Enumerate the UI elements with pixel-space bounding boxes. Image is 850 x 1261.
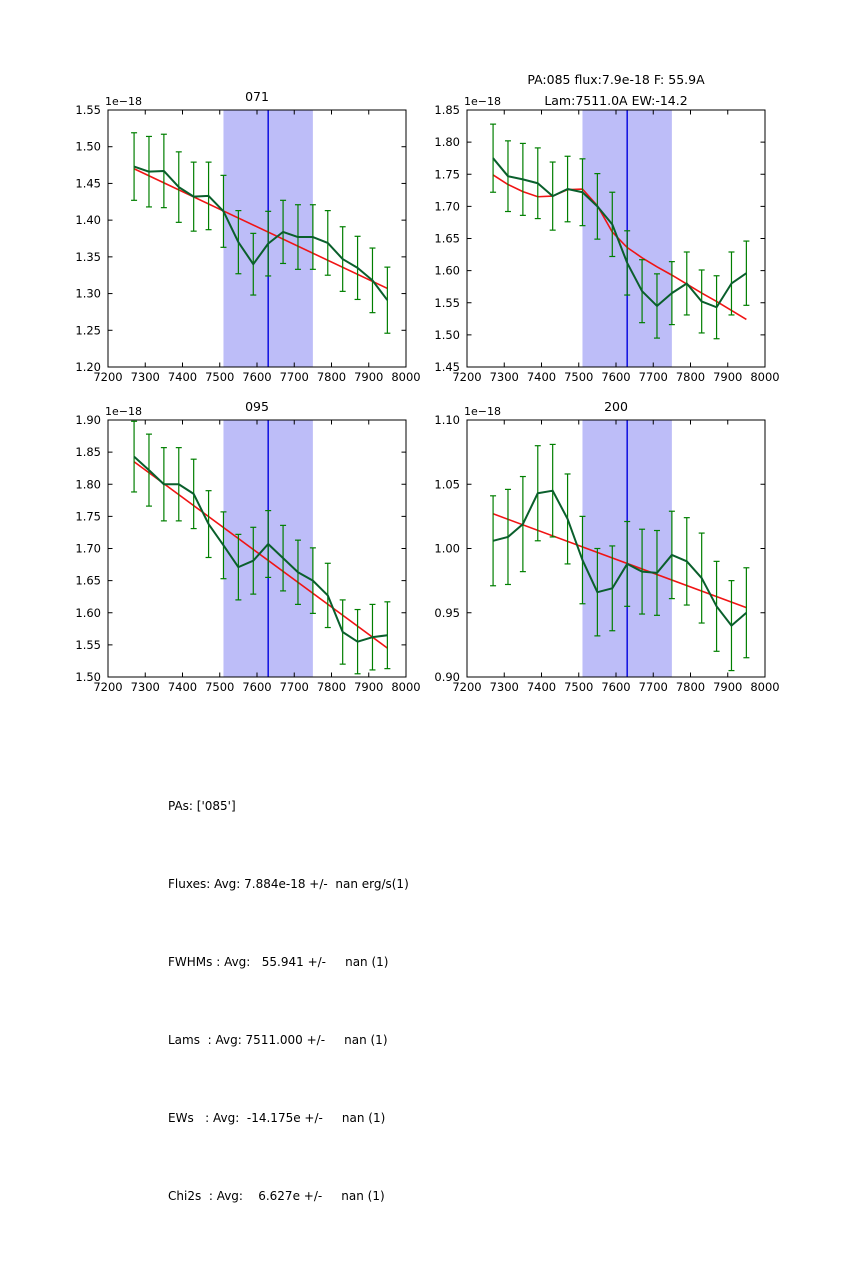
x-tick-label: 7200 — [93, 370, 123, 384]
y-tick-label: 1.70 — [75, 541, 101, 556]
y-tick-label: 1.30 — [75, 286, 101, 301]
x-tick-label: 7300 — [489, 370, 519, 384]
y-tick-label: 1.80 — [434, 135, 460, 150]
stats-line-pas: PAs: ['085'] — [168, 799, 236, 813]
y-tick-label: 1.75 — [434, 167, 460, 182]
x-tick-label: 7700 — [638, 680, 668, 694]
y-tick-label: 1.80 — [75, 477, 101, 492]
x-tick-label: 7200 — [452, 680, 482, 694]
x-tick-label: 7800 — [675, 370, 706, 384]
x-tick-label: 7800 — [675, 680, 706, 694]
y-tick-label: 1.45 — [434, 360, 460, 374]
x-tick-label: 7300 — [489, 680, 519, 694]
y-tick-label: 1.25 — [75, 323, 101, 338]
y-tick-label: 1.65 — [434, 231, 460, 246]
x-tick-label: 7900 — [354, 370, 384, 384]
x-tick-label: 8000 — [391, 680, 421, 694]
y-tick-label: 1.65 — [75, 573, 101, 588]
x-tick-label: 7700 — [279, 370, 309, 384]
y-tick-label: 1.45 — [75, 176, 101, 191]
x-tick-label: 7400 — [167, 370, 198, 384]
y-tick-label: 1.60 — [75, 605, 101, 620]
plot-071 — [75, 89, 420, 384]
stats-block — [168, 741, 409, 1261]
plot-title: 200 — [604, 399, 628, 414]
y-tick-label: 0.90 — [434, 670, 460, 684]
y-tick-label: 1.60 — [434, 263, 460, 278]
y-tick-label: 1.55 — [434, 295, 460, 310]
plot-title: PA:085 flux:7.9e-18 F: 55.9A — [527, 72, 705, 87]
y-tick-label: 1.75 — [75, 509, 101, 524]
x-tick-label: 7900 — [713, 370, 743, 384]
y-tick-label: 1.90 — [75, 413, 101, 427]
x-tick-label: 7600 — [601, 680, 631, 694]
stats-line-lams: Lams : Avg: 7511.000 +/- nan (1) — [168, 1033, 388, 1047]
stats-line-fwhms: FWHMs : Avg: 55.941 +/- nan (1) — [168, 955, 389, 969]
y-tick-label: 0.95 — [434, 605, 460, 620]
x-tick-label: 7300 — [130, 680, 160, 694]
x-tick-label: 7200 — [452, 370, 482, 384]
x-tick-label: 7500 — [564, 680, 594, 694]
x-tick-label: 7500 — [205, 680, 235, 694]
x-tick-label: 7800 — [316, 370, 347, 384]
x-tick-label: 7400 — [167, 680, 198, 694]
stats-line-ews: EWs : Avg: -14.175e +/- nan (1) — [168, 1111, 386, 1125]
plot-title: 095 — [245, 399, 269, 414]
y-tick-label: 1.55 — [75, 103, 101, 117]
x-tick-label: 7500 — [205, 370, 235, 384]
x-tick-label: 7600 — [242, 680, 272, 694]
y-axis-offset-label: 1e−18 — [105, 405, 142, 418]
y-tick-label: 1.50 — [75, 670, 101, 684]
y-tick-label: 1.85 — [434, 103, 460, 117]
x-tick-label: 7400 — [526, 680, 557, 694]
x-tick-label: 7500 — [564, 370, 594, 384]
x-tick-label: 7300 — [130, 370, 160, 384]
x-tick-label: 7700 — [638, 370, 668, 384]
plot-085 — [434, 72, 779, 384]
x-tick-label: 7200 — [93, 680, 123, 694]
x-tick-label: 8000 — [750, 680, 780, 694]
plot-title: Lam:7511.0A EW:-14.2 — [544, 93, 688, 108]
y-tick-label: 1.50 — [434, 327, 460, 342]
x-tick-label: 8000 — [391, 370, 421, 384]
y-tick-label: 1.00 — [434, 541, 460, 556]
plot-095 — [75, 399, 420, 694]
y-axis-offset-label: 1e−18 — [464, 95, 501, 108]
y-tick-label: 1.85 — [75, 445, 101, 460]
y-axis-offset-label: 1e−18 — [105, 95, 142, 108]
x-tick-label: 7600 — [601, 370, 631, 384]
x-tick-label: 7900 — [713, 680, 743, 694]
y-tick-label: 1.70 — [434, 199, 460, 214]
x-tick-label: 7400 — [526, 370, 557, 384]
x-tick-label: 7800 — [316, 680, 347, 694]
y-tick-label: 1.50 — [75, 139, 101, 154]
y-tick-label: 1.35 — [75, 249, 101, 264]
x-tick-label: 7900 — [354, 680, 384, 694]
stats-line-chi2s: Chi2s : Avg: 6.627e +/- nan (1) — [168, 1189, 385, 1203]
y-axis-offset-label: 1e−18 — [464, 405, 501, 418]
y-tick-label: 1.10 — [434, 413, 460, 427]
stats-line-fluxes: Fluxes: Avg: 7.884e-18 +/- nan erg/s(1) — [168, 877, 409, 891]
x-tick-label: 7700 — [279, 680, 309, 694]
y-tick-label: 1.20 — [75, 360, 101, 374]
x-tick-label: 8000 — [750, 370, 780, 384]
plot-title: 071 — [245, 89, 269, 104]
y-tick-label: 1.55 — [75, 637, 101, 652]
plot-200 — [434, 399, 779, 694]
y-tick-label: 1.05 — [434, 477, 460, 492]
y-tick-label: 1.40 — [75, 213, 101, 228]
x-tick-label: 7600 — [242, 370, 272, 384]
